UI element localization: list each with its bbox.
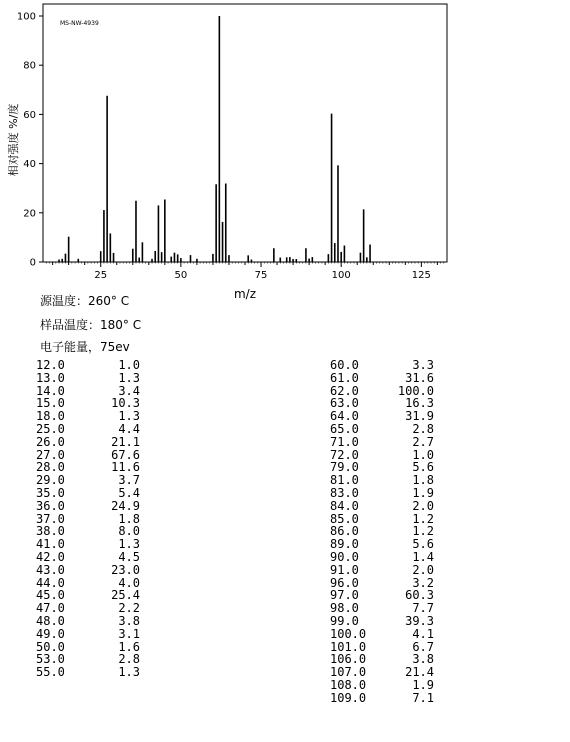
peak-abundance: 1.8 (118, 511, 140, 526)
peak-abundance: 16.3 (405, 396, 434, 411)
y-tick-label: 20 (23, 208, 36, 220)
peak-mz: 41.0 (36, 537, 65, 552)
peak-mz: 97.0 (330, 588, 359, 603)
peak-mz: 28.0 (36, 460, 65, 475)
peak-abundance: 5.6 (412, 460, 434, 475)
peak-mz: 61.0 (330, 370, 359, 385)
peak-mz: 43.0 (36, 562, 65, 577)
peak-mz: 107.0 (330, 665, 367, 680)
peak-mz: 49.0 (36, 626, 65, 641)
peak-abundance: 4.1 (412, 626, 434, 641)
peak-mz: 45.0 (36, 588, 65, 603)
peak-row (36, 615, 140, 628)
peak-abundance: 2.0 (412, 498, 434, 513)
peak-abundance: 1.9 (412, 677, 434, 692)
peak-mz: 48.0 (36, 613, 65, 628)
peak-mz: 36.0 (36, 498, 65, 513)
peak-abundance: 1.0 (412, 447, 434, 462)
peak-mz: 55.0 (36, 665, 65, 680)
peak-mz: 53.0 (36, 652, 65, 667)
peak-mz: 96.0 (330, 575, 359, 590)
peak-abundance: 2.7 (412, 434, 434, 449)
peak-mz: 65.0 (330, 421, 359, 436)
peak-row (330, 436, 434, 449)
peak-row (36, 359, 140, 372)
peak-abundance: 7.7 (412, 601, 434, 616)
peak-mz: 79.0 (330, 460, 359, 475)
peak-row (36, 487, 140, 500)
peak-mz: 38.0 (36, 524, 65, 539)
peak-abundance: 1.3 (118, 409, 140, 424)
peak-abundance: 5.4 (118, 485, 140, 500)
peak-abundance: 25.4 (111, 588, 140, 603)
peak-row (36, 666, 140, 679)
peak-mz: 100.0 (330, 626, 367, 641)
peak-mz: 25.0 (36, 421, 65, 436)
peak-mz: 101.0 (330, 639, 367, 654)
peak-mz: 50.0 (36, 639, 65, 654)
peak-abundance: 1.3 (118, 665, 140, 680)
peak-abundance: 3.8 (118, 613, 140, 628)
peak-abundance: 5.6 (412, 537, 434, 552)
y-tick-label: 60 (23, 109, 36, 121)
peak-row (36, 628, 140, 641)
peak-abundance: 2.8 (118, 652, 140, 667)
peak-row (330, 372, 434, 385)
peak-abundance: 4.0 (118, 575, 140, 590)
peak-mz: 29.0 (36, 473, 65, 488)
peak-mz: 60.0 (330, 358, 359, 372)
peak-mz: 98.0 (330, 601, 359, 616)
peak-abundance: 8.0 (118, 524, 140, 539)
peak-row (330, 423, 434, 436)
peak-abundance: 23.0 (111, 562, 140, 577)
peak-abundance: 24.9 (111, 498, 140, 513)
peak-mz: 62.0 (330, 383, 359, 398)
peak-abundance: 1.4 (412, 549, 434, 564)
peak-row (330, 359, 434, 372)
peak-abundance: 2.8 (412, 421, 434, 436)
x-tick-label: 75 (254, 270, 268, 281)
peak-row (36, 423, 140, 436)
peak-abundance: 60.3 (405, 588, 434, 603)
peak-mz: 37.0 (36, 511, 65, 526)
peak-abundance: 1.0 (118, 358, 140, 372)
x-tick-label: 25 (94, 270, 108, 281)
peak-mz: 81.0 (330, 473, 359, 488)
peak-mz: 35.0 (36, 485, 65, 500)
peak-abundance: 3.4 (118, 383, 140, 398)
peak-abundance: 21.1 (111, 434, 140, 449)
peak-mz: 12.0 (36, 358, 65, 372)
peak-mz: 71.0 (330, 434, 359, 449)
y-tick-label: 0 (29, 257, 36, 269)
x-axis-label: m/z (233, 287, 257, 301)
peak-mz: 13.0 (36, 370, 65, 385)
peak-mz: 84.0 (330, 498, 359, 513)
peak-mz: 86.0 (330, 524, 359, 539)
peak-abundance: 3.7 (118, 473, 140, 488)
peak-abundance: 3.1 (118, 626, 140, 641)
peak-mz: 72.0 (330, 447, 359, 462)
peak-abundance: 39.3 (405, 613, 434, 628)
peak-row (36, 372, 140, 385)
peak-mz: 99.0 (330, 613, 359, 628)
source-temperature: 源温度：260° C (40, 294, 130, 308)
peak-row (330, 615, 434, 628)
peak-abundance: 1.9 (412, 485, 434, 500)
peak-row (36, 564, 140, 577)
peak-abundance: 1.6 (118, 639, 140, 654)
peak-abundance: 31.9 (405, 409, 434, 424)
peak-mz: 47.0 (36, 601, 65, 616)
peak-abundance: 100.0 (397, 383, 434, 398)
peak-abundance: 3.2 (412, 575, 434, 590)
x-tick-label: 125 (411, 270, 431, 281)
y-tick-label: 100 (16, 11, 36, 23)
peak-mz: 108.0 (330, 677, 367, 692)
x-tick-label: 50 (174, 270, 188, 281)
peak-row (330, 692, 434, 705)
peak-abundance: 4.4 (118, 421, 140, 436)
peak-mz: 14.0 (36, 383, 65, 398)
peak-abundance: 1.3 (118, 370, 140, 385)
peak-abundance: 2.2 (118, 601, 140, 616)
peak-row (330, 487, 434, 500)
peak-mz: 83.0 (330, 485, 359, 500)
peak-row (330, 500, 434, 513)
peak-mz: 18.0 (36, 409, 65, 424)
peak-abundance: 3.8 (412, 652, 434, 667)
y-tick-label: 80 (23, 60, 36, 72)
x-tick-label: 100 (331, 270, 351, 281)
peak-row (36, 436, 140, 449)
peak-row (330, 628, 434, 641)
peak-row (36, 551, 140, 564)
peak-table-left (36, 359, 140, 679)
peak-mz: 106.0 (330, 652, 367, 667)
peak-row (330, 666, 434, 679)
peak-mz: 85.0 (330, 511, 359, 526)
peak-abundance: 31.6 (405, 370, 434, 385)
peak-row (330, 551, 434, 564)
peak-mz: 109.0 (330, 690, 367, 705)
peak-abundance: 1.8 (412, 473, 434, 488)
peak-mz: 91.0 (330, 562, 359, 577)
peak-mz: 15.0 (36, 396, 65, 411)
peak-abundance: 11.6 (111, 460, 140, 475)
peak-row (330, 679, 434, 692)
peak-row (330, 564, 434, 577)
mass-spectrum-chart (0, 0, 570, 310)
peak-mz: 89.0 (330, 537, 359, 552)
peak-abundance: 1.3 (118, 537, 140, 552)
spectrum-id-label: MS-NW-4939 (60, 20, 99, 27)
peak-table-right (330, 359, 434, 705)
peak-abundance: 2.0 (412, 562, 434, 577)
peak-abundance: 1.2 (412, 511, 434, 526)
y-tick-label: 40 (23, 159, 36, 171)
peak-abundance: 6.7 (412, 639, 434, 654)
peak-abundance: 3.3 (412, 358, 434, 372)
peak-abundance: 7.1 (412, 690, 434, 705)
electron-energy: 电子能量，75ev (40, 340, 130, 354)
peak-abundance: 67.6 (111, 447, 140, 462)
peak-mz: 27.0 (36, 447, 65, 462)
peak-mz: 63.0 (330, 396, 359, 411)
peak-row (36, 500, 140, 513)
sample-temperature: 样品温度：180° C (40, 318, 142, 332)
peak-mz: 42.0 (36, 549, 65, 564)
peak-abundance: 1.2 (412, 524, 434, 539)
peak-mz: 26.0 (36, 434, 65, 449)
peak-mz: 44.0 (36, 575, 65, 590)
y-axis-label: 相对强度 %/度 (7, 103, 20, 177)
peak-abundance: 21.4 (405, 665, 434, 680)
peak-abundance: 4.5 (118, 549, 140, 564)
peak-abundance: 10.3 (111, 396, 140, 411)
peak-mz: 64.0 (330, 409, 359, 424)
peak-mz: 90.0 (330, 549, 359, 564)
